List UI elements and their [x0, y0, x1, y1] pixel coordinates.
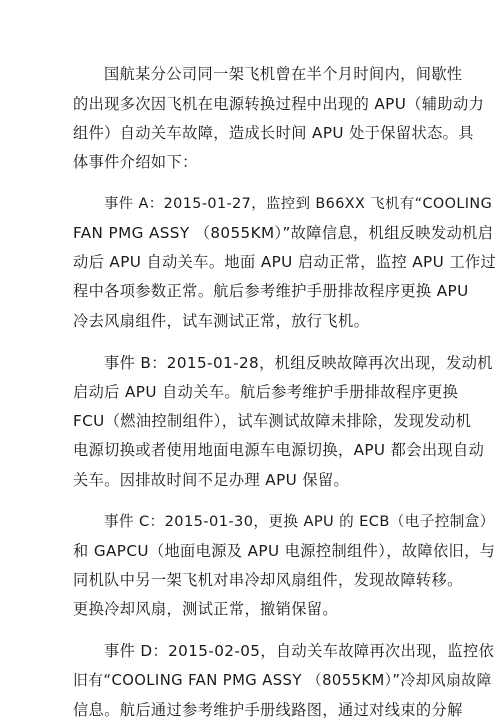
text-line: 冷去风扇组件，试车测试正常，放行飞机。	[73, 312, 370, 330]
text-line: 关车。因排故时间不足办理 APU 保留。	[73, 471, 350, 489]
text-line: 电源切换或者使用地面电源车电源切换，APU 都会出现自动	[73, 441, 485, 459]
text-line: FCU（燃油控制组件），试车测试故障未排除，发现发动机	[73, 412, 472, 430]
text-line: 旧有“COOLING FAN PMG ASSY （8055KM）”冷却风扇故障	[73, 672, 492, 689]
text-line: 事件 B：2015-01-28，机组反映故障再次出现，发动机	[104, 354, 493, 372]
text-line: 启动后 APU 自动关车。航后参考维护手册排故程序更换	[73, 383, 459, 401]
text-line: 程中各项参数正常。航后参考维护手册排故程序更换 APU	[73, 282, 469, 300]
text-line: 更换冷却风扇，测试正常，撤销保留。	[73, 600, 338, 618]
text-line: 信息。航后通过参考维护手册线路图，通过对线束的分解	[73, 701, 463, 719]
text-line: 事件 A：2015-01-27，监控到 B66XX 飞机有“COOLING	[104, 196, 493, 212]
text-line: 国航某分公司同一架飞机曾在半个月时间内，间歇性	[104, 65, 463, 83]
text-line: 同机队中另一架飞机对串冷却风扇组件，发现故障转移。	[73, 571, 463, 589]
text-line: 和 GAPCU（地面电源及 APU 电源控制组件），故障依旧，与	[73, 542, 496, 560]
text-line: 体事件介绍如下：	[73, 153, 198, 171]
text-line: 事件 C：2015-01-30，更换 APU 的 ECB（电子控制盒）	[104, 513, 495, 530]
text-line: FAN PMG ASSY （8055KM）”故障信息，机组反映发动机启	[73, 224, 494, 242]
text-line: 事件 D：2015-02-05，自动关车故障再次出现，监控依	[104, 642, 495, 660]
text-line: 的出现多次因飞机在电源转换过程中出现的 APU（辅助动力	[73, 95, 485, 113]
text-line: 组件）自动关车故障，造成长时间 APU 处于保留状态。具	[73, 124, 474, 142]
text-line: 动后 APU 自动关车。地面 APU 启动正常，监控 APU 工作过	[73, 253, 497, 271]
